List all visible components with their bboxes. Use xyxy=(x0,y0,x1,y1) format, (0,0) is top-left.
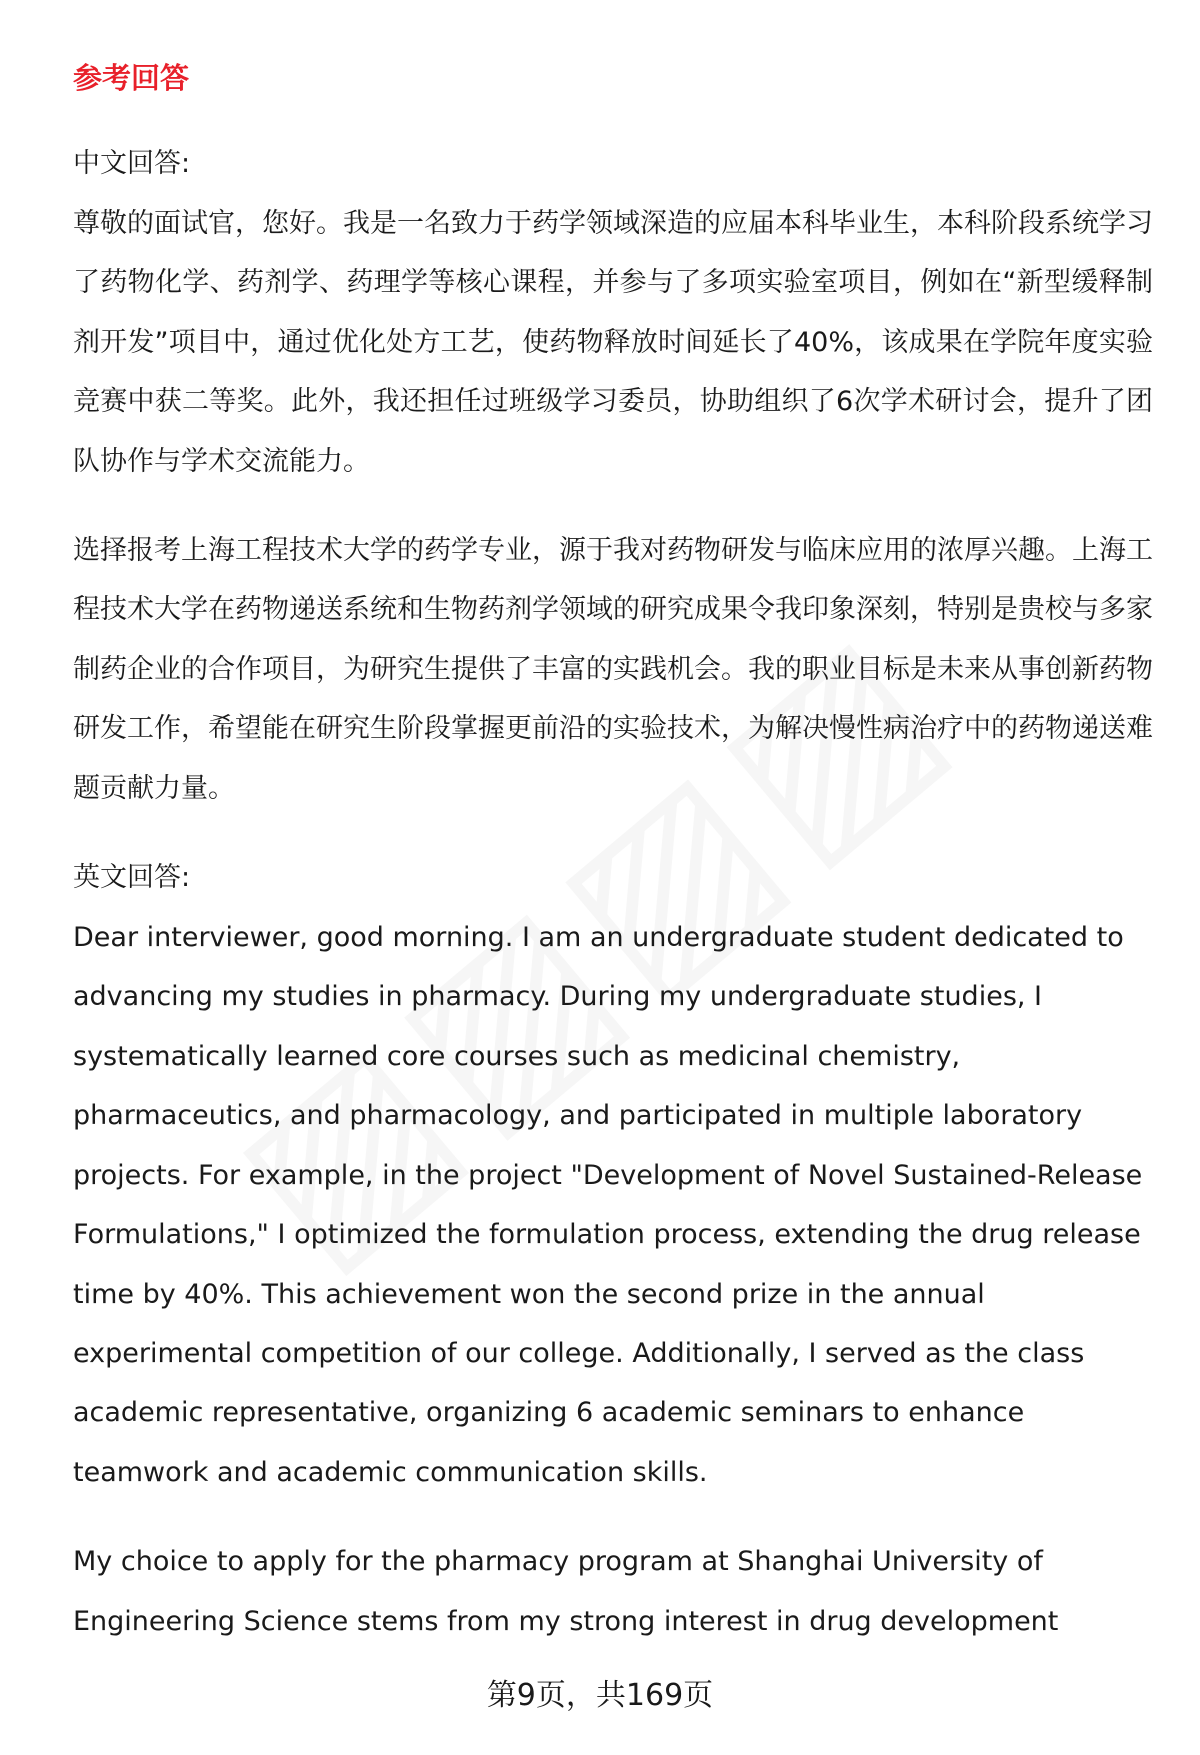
chinese-paragraph-2: 选择报考上海工程技术大学的药学专业，源于我对药物研发与临床应用的浓厚兴趣。上海工程技术大学在药物递送系统和生物药剂学领域的研究成果令我印象深刻，特别是贵校与多家制药企业的合作项目，为研究生提供了丰富的实践机会。我的职业目标是未来从事创新药物研发工作，希望能在研究生阶段掌握更前沿的实验技术，为解决慢性病治疗中的药物递送难题贡献力量。 xyxy=(73,535,1153,804)
chinese-paragraph-1: 尊敬的面试官，您好。我是一名致力于药学领域深造的应届本科毕业生，本科阶段系统学习了药物化学、药剂学、药理学等核心课程，并参与了多项实验室项目，例如在“新型缓释制剂开发”项目中，通过优化处方工艺，使药物释放时间延长了40%，该成果在学院年度实验竞赛中获二等奖。此外，我还担任过班级学习委员，协助组织了6次学术研讨会，提升了团队协作与学术交流能力。 xyxy=(73,208,1153,477)
english-answer-label: 英文回答: xyxy=(73,862,191,894)
section-heading: 参考回答 xyxy=(73,61,190,95)
page-content xyxy=(73,52,1153,1681)
english-paragraph-2: My choice to apply for the pharmacy program at Shanghai University of Engineering Science stems from my strong interest in drug development xyxy=(73,1546,1059,1637)
english-paragraph-1: Dear interviewer, good morning. I am an undergraduate student dedicated to advancing my studies in pharmacy. During my undergraduate studies, I systematically learned core courses such as medicinal chemistry, pharmaceutics, and pharmacology, and participated in multiple laboratory projects. For example, in the project "Development of Novel Sustained-Release Formulations," I optimized the formulation process, extending the drug release time by 40%. This achievement won the second prize in the annual experimental competition of our college. Additionally, I served as the class academic representative, organizing 6 academic seminars to enhance teamwork and academic communication skills. xyxy=(73,922,1143,1488)
chinese-answer-label: 中文回答: xyxy=(73,148,191,179)
page-number-footer: 第9页，共169页 xyxy=(486,1678,714,1713)
